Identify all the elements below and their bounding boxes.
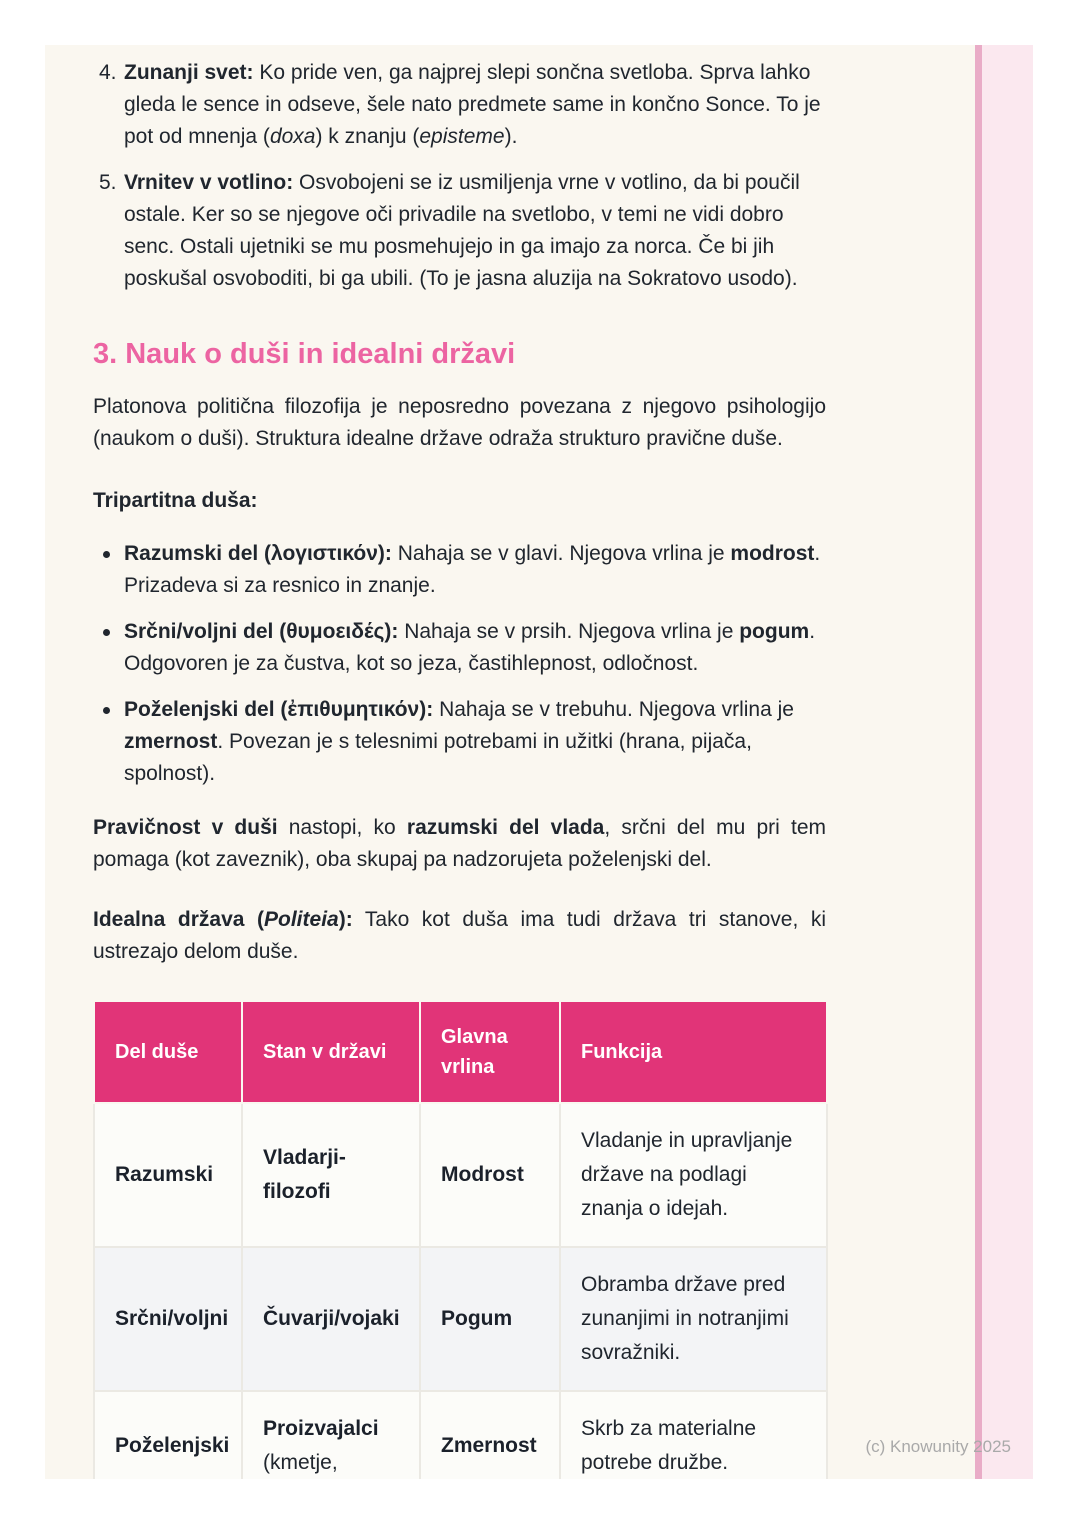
bullet-spirited-part: Srčni/voljni del (θυμοειδές): Nahaja se v prsih. Njegova vrlina je pogum. Odgovoren je za čustva, kot so jeza, častihlepnost, odločnost. — [93, 616, 826, 680]
table-row-spirited — [94, 1247, 827, 1391]
table-header-row — [94, 1001, 827, 1103]
column-header-vrlina: Glavna vrlina — [420, 1001, 560, 1103]
soul-state-table — [93, 1000, 828, 1479]
cell-virtue: Pogum — [441, 1307, 513, 1330]
term-politeia: Politeia — [264, 908, 339, 931]
section-heading: 3. Nauk o duši in idealni državi — [93, 338, 516, 370]
table-row-appetitive — [94, 1391, 827, 1479]
soul-parts-list — [93, 538, 826, 790]
list-item-5 — [93, 167, 826, 295]
column-header-stan: Stan v državi — [242, 1001, 420, 1103]
subheading-tripartite-soul: Tripartitna duša: — [93, 489, 258, 512]
list-item-4 — [93, 57, 826, 153]
cell-function: Skrb za materialne potrebe družbe. — [581, 1417, 757, 1474]
section-intro-paragraph: Platonova politična filozofija je neposredno povezana z njegovo psihologijo (naukom o duši). Struktura idealne države odraža strukturo pravične duše. — [93, 395, 826, 450]
cell-function: Vladanje in upravljanje države na podlagi znanja o idejah. — [581, 1129, 793, 1220]
cell-virtue: Modrost — [441, 1163, 524, 1186]
document-page — [45, 45, 1033, 1479]
page-edge-decoration — [975, 45, 1033, 1479]
cell-state-class: Čuvarji/vojaki — [263, 1307, 400, 1330]
list-item-text: Vrnitev v votlino: Osvobojeni se iz usmiljenja vrne v votlino, da bi poučil ostale. Ker so se njegove oči privadile na svetlobo, v temi ne vidi dobro senc. Ostali ujetniki se mu posmehujejo in ga imajo za norca. Če bi jih poskušal osvoboditi, bi ga ubili. (To je jasna aluzija na Sokratovo usodo). — [124, 171, 800, 290]
cell-state-class: Vladarji-filozofi — [263, 1146, 346, 1203]
term-doxa: doxa — [269, 125, 316, 148]
column-header-del-duse: Del duše — [94, 1001, 242, 1103]
term-outer-world: Zunanji svet: — [124, 61, 254, 84]
column-header-funkcija: Funkcija — [560, 1001, 827, 1103]
cell-soul-part: Razumski — [115, 1163, 214, 1186]
cell-function: Obramba države pred zunanjimi in notranjimi sovražniki. — [581, 1273, 789, 1364]
cell-state-class: Proizvajalci — [263, 1417, 379, 1440]
list-item-number: 5. — [99, 171, 117, 194]
term-episteme: episteme — [419, 125, 505, 148]
cell-soul-part: Poželenjski — [115, 1434, 230, 1457]
bullet-appetitive-part: Poželenjski del (ἐπιθυμητικόν): Nahaja se v trebuhu. Njegova vrlina je zmernost. Povezan je s telesnimi potrebami in užitki (hrana, pijača, spolnost). — [93, 694, 826, 790]
bullet-rational-part: Razumski del (λογιστικόν): Nahaja se v glavi. Njegova vrlina je modrost. Prizadeva si za resnico in znanje. — [93, 538, 826, 602]
cell-state-class-detail: (kmetje, — [263, 1451, 338, 1474]
list-item-number: 4. — [99, 61, 117, 84]
paragraph-ideal-state: Idealna država (Politeia): Tako kot duša ima tudi država tri stanove, ki ustrezajo delom duše. — [93, 908, 827, 963]
page-content — [93, 45, 826, 1479]
paragraph-justice-in-soul: Pravičnost v duši nastopi, ko razumski del vlada, srčni del mu pri tem pomaga (kot zaveznik), oba skupaj pa nadzorujeta poželenjski del. — [93, 816, 827, 871]
term-return-to-cave: Vrnitev v votlino: — [124, 171, 294, 194]
list-item-text: Zunanji svet: Ko pride ven, ga najprej slepi sončna svetloba. Sprva lahko gleda le sence in odseve, šele nato predmete same in končno Sonce. To je pot od mnenja (doxa) k znanju (episteme). — [124, 61, 821, 148]
cell-soul-part: Srčni/voljni — [115, 1307, 229, 1330]
table-row-rational — [94, 1103, 827, 1247]
cell-virtue: Zmernost — [441, 1434, 537, 1457]
watermark-copyright: (c) Knowunity 2025 — [865, 1437, 1011, 1456]
